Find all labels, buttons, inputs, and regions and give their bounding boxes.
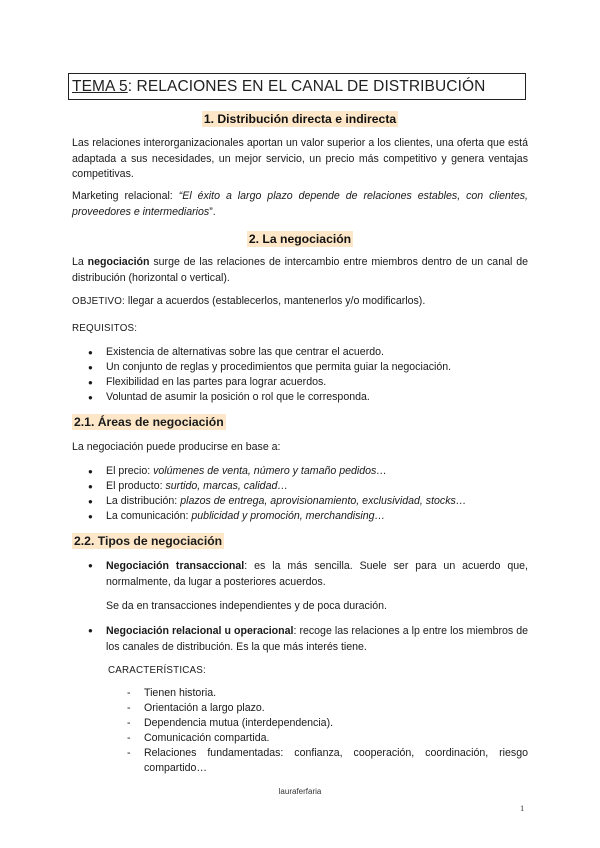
- list-item: ● La distribución: plazos de entrega, aprovisionamiento, exclusividad, stocks…: [72, 494, 528, 509]
- objetivo: OBJETIVO: llegar a acuerdos (establecerlos, mantenerlos y/o modificarlos).: [72, 295, 426, 307]
- caracteristicas-label: CARACTERÍSTICAS:: [108, 665, 206, 676]
- list-item: ● Voluntad de asumir la posición o rol que le corresponda.: [72, 390, 528, 405]
- list-item: - Relaciones fundamentadas: confianza, cooperación, coordinación, riesgo compartido…: [72, 746, 528, 776]
- title-rest: : RELACIONES EN EL CANAL DE DISTRIBUCIÓN: [127, 78, 486, 95]
- section-2-intro: La negociación surge de las relaciones de intercambio entre miembros dentro de un canal de distribución (horizontal o vertical).: [72, 256, 528, 284]
- title-prefix: TEMA 5: [72, 78, 128, 95]
- requisitos-label: REQUISITOS:: [72, 323, 138, 334]
- section-2-2-heading: 2.2. Tipos de negociación: [74, 534, 223, 548]
- page-number: 1: [520, 803, 525, 813]
- section-2-heading: 2. La negociación: [248, 232, 352, 246]
- requisitos-list: [72, 345, 528, 405]
- author-footer: lauraferfaria: [278, 787, 322, 796]
- list-item: - Comunicación compartida.: [72, 731, 528, 746]
- list-item: ● El precio: volúmenes de venta, número y tamaño pedidos…: [72, 464, 528, 479]
- list-item: ● Flexibilidad en las partes para lograr acuerdos.: [72, 375, 528, 390]
- negociacion-relacional: ● Negociación relacional u operacional: recoge las relaciones a lp entre los miembros de los canales de distribución. Es la que más interés tiene.: [88, 625, 528, 653]
- marketing-relacional: Marketing relacional: “El éxito a largo plazo depende de relaciones estables, con clientes, proveedores e intermediarios”.: [72, 190, 528, 218]
- list-item: - Orientación a largo plazo.: [72, 701, 528, 716]
- list-item: ● La comunicación: publicidad y promoción, merchandising…: [72, 509, 528, 524]
- section-2-1-intro: La negociación puede producirse en base a:: [72, 441, 281, 453]
- page-title: [68, 73, 526, 100]
- bullet-icon: ●: [88, 561, 93, 570]
- negociacion-transaccional: ● Negociación transaccional: es la más sencilla. Suele ser para un acuerdo que, normalmente, da lugar a posteriores acuerdos.: [88, 560, 529, 588]
- list-item: ● Un conjunto de reglas y procedimientos que permita guiar la negociación.: [72, 360, 528, 375]
- list-item: ● El producto: surtido, marcas, calidad…: [72, 479, 528, 494]
- section-2-1-heading: 2.1. Áreas de negociación: [74, 415, 224, 429]
- marketing-quote: “El éxito a largo plazo depende de relaciones estables, con clientes, proveedores e intermediarios: [72, 190, 528, 218]
- list-item: ● Existencia de alternativas sobre las que centrar el acuerdo.: [72, 345, 528, 360]
- caracteristicas-list: [72, 686, 528, 776]
- list-item: - Tienen historia.: [72, 686, 528, 701]
- transaccional-extra: Se da en transacciones independientes y de poca duración.: [106, 600, 387, 612]
- section-1-paragraph: Las relaciones interorganizacionales aportan un valor superior a los clientes, una oferta que está adaptada a sus necesidades, un mejor servicio, un precio más competitivo y genera ventajas competitivas.: [72, 137, 528, 180]
- areas-list: [72, 464, 528, 524]
- section-1-heading: 1. Distribución directa e indirecta: [203, 112, 397, 126]
- bullet-icon: ●: [88, 626, 93, 635]
- list-item: - Dependencia mutua (interdependencia).: [72, 716, 528, 731]
